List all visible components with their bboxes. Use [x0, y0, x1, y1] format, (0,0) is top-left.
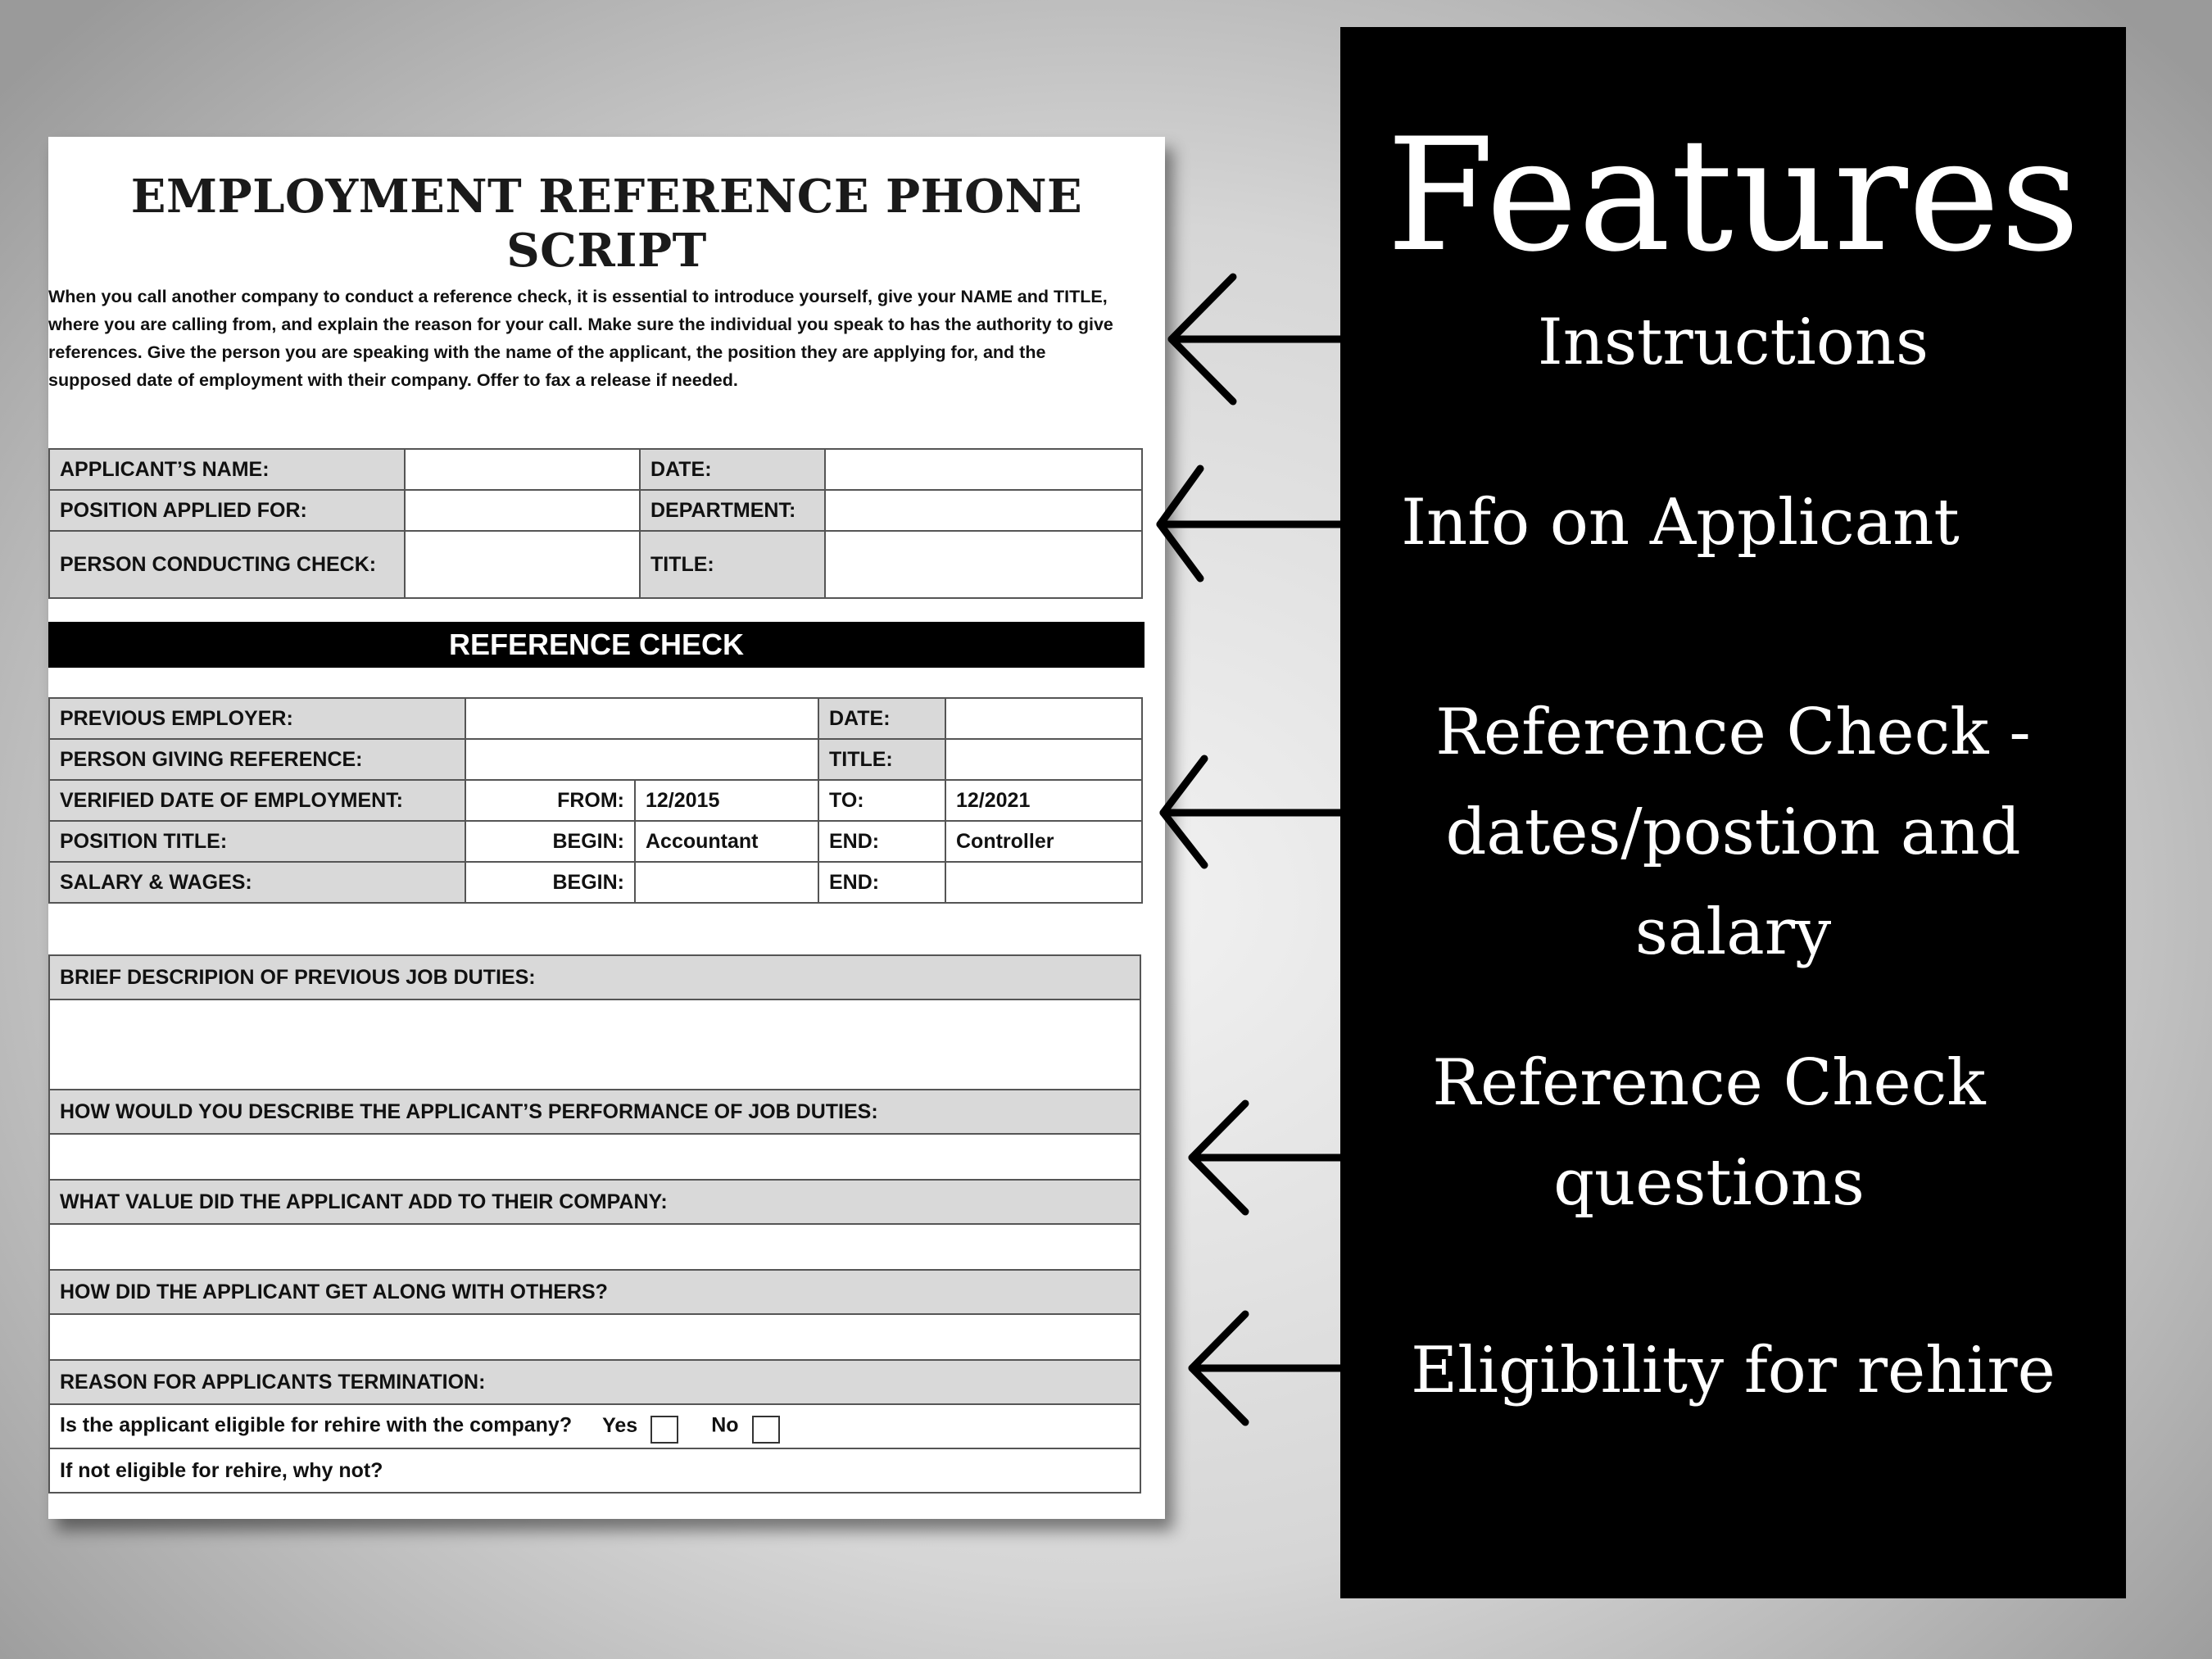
ref-date-label: DATE: — [818, 698, 945, 739]
verified-date-label: VERIFIED DATE OF EMPLOYMENT: — [49, 780, 465, 821]
ref-title-label: TITLE: — [818, 739, 945, 780]
to-value[interactable]: 12/2021 — [945, 780, 1142, 821]
feature-applicant-info: Info on Applicant — [1401, 486, 1960, 560]
features-title: Features — [1386, 105, 2080, 286]
question-performance: HOW WOULD YOU DESCRIBE THE APPLICANT’S PERFORMANCE OF JOB DUTIES: — [49, 1090, 1140, 1134]
feature-instructions: Instructions — [1537, 306, 1929, 379]
feature-reference-dates: Reference Check - dates/postion and salary — [1435, 696, 2031, 969]
arrow-instructions-icon — [1172, 277, 1340, 401]
person-conducting-label: PERSON CONDUCTING CHECK: — [49, 531, 405, 598]
question-value-added: WHAT VALUE DID THE APPLICANT ADD TO THEIR COMPANY: — [49, 1180, 1140, 1224]
person-giving-reference-label: PERSON GIVING REFERENCE: — [49, 739, 465, 780]
previous-employer-label: PREVIOUS EMPLOYER: — [49, 698, 465, 739]
position-end-value[interactable]: Controller — [945, 821, 1142, 862]
title-label: TITLE: — [640, 531, 825, 598]
from-label: FROM: — [465, 780, 635, 821]
reference-check-banner: REFERENCE CHECK — [48, 622, 1145, 668]
from-value[interactable]: 12/2015 — [635, 780, 818, 821]
no-label: No — [711, 1413, 739, 1437]
salary-begin-label: BEGIN: — [465, 862, 635, 903]
arrow-applicant-icon — [1160, 469, 1340, 578]
arrow-rehire-icon — [1192, 1314, 1340, 1422]
arrow-reference-dates-icon — [1163, 759, 1340, 865]
yes-label: Yes — [602, 1413, 638, 1437]
question-termination: REASON FOR APPLICANTS TERMINATION: — [49, 1360, 1140, 1404]
question-job-duties: BRIEF DESCRIPION OF PREVIOUS JOB DUTIES: — [49, 955, 1140, 999]
salary-end-label: END: — [818, 862, 945, 903]
rehire-question: Is the applicant eligible for rehire with the company? — [60, 1413, 573, 1437]
to-label: TO: — [818, 780, 945, 821]
instructions-text: When you call another company to conduct a reference check, it is essential to introduce yourself, give your NAME and TITLE, where you are calling from, and explain the reason for your call. Make sure the individual you speak to has the authority to give references. Give the person you are speaking with the name of the applicant, the position they are applying for, and the supposed date of employment with their company. Offer to fax a release if needed. — [48, 287, 1113, 390]
why-not-label: If not eligible for rehire, why not? — [60, 1458, 383, 1482]
applicant-name-label: APPLICANT’S NAME: — [49, 449, 405, 490]
feature-rehire: Eligibility for rehire — [1411, 1334, 2056, 1407]
position-applied-label: POSITION APPLIED FOR: — [49, 490, 405, 531]
feature-reference-questions: Reference Check questions — [1432, 1046, 1986, 1220]
position-begin-label: BEGIN: — [465, 821, 635, 862]
question-get-along: HOW DID THE APPLICANT GET ALONG WITH OTHERS? — [49, 1270, 1140, 1314]
position-end-label: END: — [818, 821, 945, 862]
features-panel — [1340, 27, 2126, 1598]
arrow-reference-questions-icon — [1192, 1104, 1340, 1212]
position-title-label: POSITION TITLE: — [49, 821, 465, 862]
department-label: DEPARTMENT: — [640, 490, 825, 531]
document-title: EMPLOYMENT REFERENCE PHONE SCRIPT — [130, 170, 1083, 278]
position-begin-value[interactable]: Accountant — [635, 821, 818, 862]
date-label: DATE: — [640, 449, 825, 490]
salary-label: SALARY & WAGES: — [49, 862, 465, 903]
